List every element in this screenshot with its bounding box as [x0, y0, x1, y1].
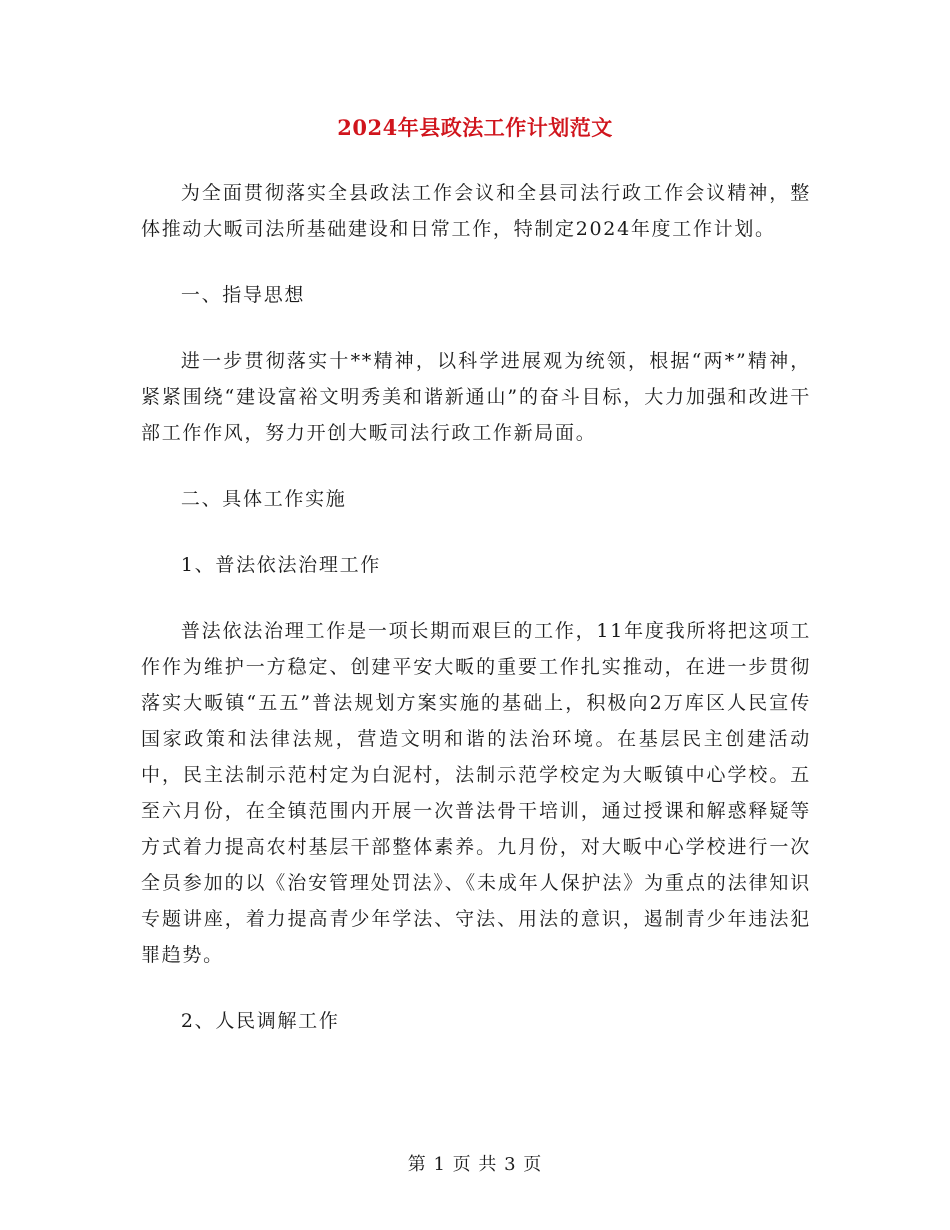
- legal-education-paragraph: 普法依法治理工作是一项长期而艰巨的工作，11年度我所将把这项工作作为维护一方稳定、创建平安大畈的重要工作扎实推动，在进一步贯彻落实大畈镇“五五”普法规划方案实施的基础上，积极向2万库区人民宣传国家政策和法律法规，营造文明和谐的法治环境。在基层民主创建活动中，民主法制示范村定为白泥村，法制示范学校定为大畈镇中心学校。五至六月份，在全镇范围内开展一次普法骨干培训，通过授课和解惑释疑等方式着力提高农村基层干部整体素养。九月份，对大畈中心学校进行一次全员参加的以《治安管理处罚法》、《未成年人保护法》为重点的法律知识专题讲座，着力提高青少年学法、守法、用法的意识，遏制青少年违法犯罪趋势。: [141, 620, 811, 966]
- document-body: [141, 175, 811, 1069]
- subsection-heading-legal-education: 1、普法依法治理工作: [180, 554, 381, 576]
- section-heading-implementation: 二、具体工作实施: [180, 488, 347, 510]
- section-heading-guiding-thought: 一、指导思想: [180, 284, 306, 306]
- page-footer: 第 1 页 共 3 页: [407, 1154, 543, 1175]
- document-title: 2024年县政法工作计划范文: [337, 115, 613, 140]
- subsection-heading-mediation: 2、人民调解工作: [180, 1010, 340, 1032]
- intro-paragraph: 为全面贯彻落实全县政法工作会议和全县司法行政工作会议精神，整体推动大畈司法所基础建设和日常工作，特制定2024年度工作计划。: [141, 182, 811, 240]
- guiding-thought-paragraph: 进一步贯彻落实十**精神，以科学进展观为统领，根据“两*”精神，紧紧围绕“建设富裕文明秀美和谐新通山”的奋斗目标，大力加强和改进干部工作作风，努力开创大畈司法行政工作新局面。: [141, 350, 811, 444]
